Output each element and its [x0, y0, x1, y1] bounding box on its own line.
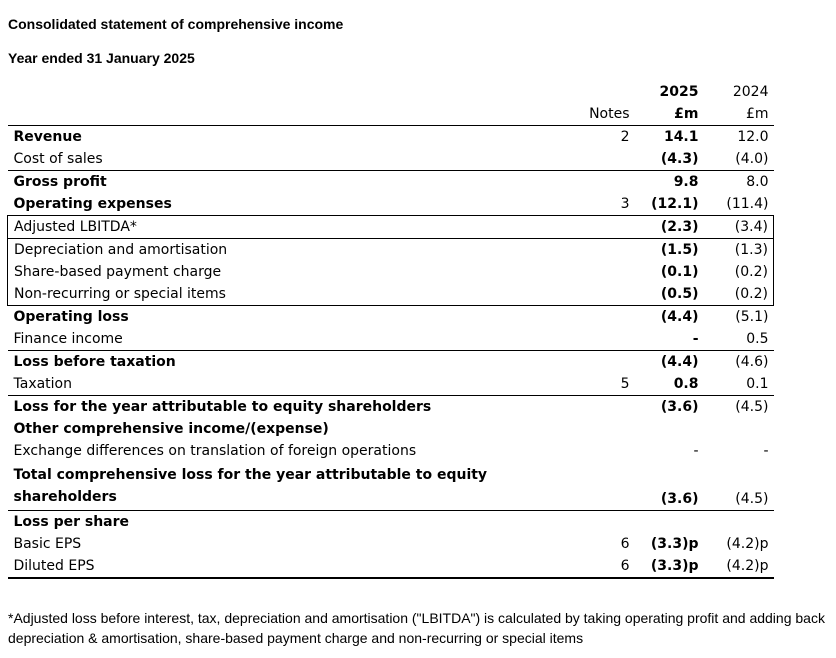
header-2025: 2025	[659, 84, 699, 100]
row-value-2025: (4.4)	[660, 354, 699, 370]
row-value-2024: 0.5	[707, 328, 774, 351]
header-row-years	[8, 81, 774, 103]
row-notes: 2	[620, 129, 630, 145]
row-value-2025: (3.3)p	[636, 555, 707, 578]
table-row	[8, 555, 774, 578]
row-label: Non-recurring or special items	[8, 283, 561, 306]
table-row	[8, 440, 774, 462]
row-label: Loss for the year attributable to equity shareholders	[13, 399, 432, 415]
table-row	[8, 171, 774, 194]
row-label: Depreciation and amortisation	[8, 239, 561, 262]
row-value-2025: (4.4)	[660, 309, 699, 325]
row-value-2024: 8.0	[746, 174, 769, 190]
income-statement-table	[7, 81, 774, 579]
row-value-2025: 14.1	[663, 129, 699, 145]
row-notes	[561, 328, 636, 351]
unit-2025: £m	[636, 103, 707, 126]
row-value-2024: (1.3)	[707, 239, 774, 262]
table-row	[8, 396, 774, 419]
row-value-2025: (12.1)	[651, 196, 699, 212]
row-notes	[561, 261, 636, 283]
row-value-2025: (4.3)	[636, 148, 707, 171]
row-value-2025	[636, 511, 707, 534]
row-label: Diluted EPS	[8, 555, 561, 578]
row-value-2024: (0.2)	[707, 261, 774, 283]
row-label: Adjusted LBITDA*	[8, 216, 561, 239]
row-value-2024: (4.2)p	[726, 536, 769, 552]
row-notes: 6	[620, 536, 630, 552]
row-label: Taxation	[8, 373, 561, 396]
row-value-2025: 0.8	[636, 373, 707, 396]
table-row	[8, 462, 774, 511]
row-value-2025: (3.6)	[660, 491, 699, 507]
table-row	[8, 418, 774, 440]
row-notes	[561, 283, 636, 306]
row-label: Loss per share	[8, 511, 561, 534]
row-value-2025: (2.3)	[636, 216, 707, 239]
header-row-units	[8, 103, 774, 126]
row-value-2024: (4.5)	[735, 491, 769, 507]
table-row	[8, 306, 774, 329]
row-notes: 6	[561, 555, 636, 578]
row-value-2024: (4.2)p	[707, 555, 774, 578]
row-value-2025: (3.3)p	[650, 536, 699, 552]
row-notes	[561, 216, 636, 239]
row-value-2025: (0.1)	[660, 264, 699, 280]
header-notes: Notes	[561, 103, 636, 126]
header-2024: 2024	[732, 84, 769, 100]
row-label: Operating expenses	[13, 196, 172, 212]
row-value-2024: (4.6)	[735, 354, 769, 370]
row-label: Total comprehensive loss for the year attributable to equity shareholders	[13, 467, 488, 505]
row-notes	[561, 306, 636, 329]
row-value-2024: (5.1)	[735, 309, 769, 325]
table-row	[8, 193, 774, 216]
row-notes	[561, 351, 636, 374]
row-value-2025: (3.6)	[660, 399, 699, 415]
table-row	[8, 283, 774, 306]
row-label: Other comprehensive income/(expense)	[13, 421, 329, 437]
unit-2024: £m	[707, 103, 774, 126]
row-value-2024	[707, 511, 774, 534]
table-row-adjusted-lbitda	[8, 216, 774, 239]
row-value-2024	[707, 418, 774, 440]
row-notes	[561, 171, 636, 194]
row-notes	[561, 239, 636, 262]
table-row	[8, 148, 774, 171]
row-label: Basic EPS	[13, 536, 82, 552]
row-value-2024: (0.2)	[707, 283, 774, 306]
row-label: Revenue	[13, 129, 82, 145]
table-row	[8, 239, 774, 262]
table-row	[8, 351, 774, 374]
row-label: Cost of sales	[8, 148, 561, 171]
row-value-2024: (11.4)	[726, 196, 769, 212]
row-value-2024: (4.5)	[735, 399, 769, 415]
row-notes	[561, 440, 636, 462]
row-value-2024: 12.0	[737, 129, 769, 145]
row-notes	[561, 396, 636, 419]
period-subtitle: Year ended 31 January 2025	[8, 50, 195, 66]
row-label: Share-based payment charge	[8, 261, 561, 283]
row-value-2025: (0.5)	[636, 283, 707, 306]
row-value-2024: (4.0)	[707, 148, 774, 171]
table-row	[8, 373, 774, 396]
row-label: Exchange differences on translation of foreign operations	[13, 443, 417, 459]
row-notes	[561, 418, 636, 440]
table-row	[8, 511, 774, 534]
table-row	[8, 261, 774, 283]
row-notes	[561, 511, 636, 534]
row-notes	[561, 462, 636, 511]
row-notes: 5	[561, 373, 636, 396]
row-label: Operating loss	[13, 309, 129, 325]
row-value-2025	[636, 418, 707, 440]
table-row	[8, 533, 774, 555]
table-row	[8, 126, 774, 149]
row-notes: 3	[620, 196, 630, 212]
row-label: Loss before taxation	[13, 354, 176, 370]
row-value-2025: -	[693, 443, 699, 459]
row-value-2024: 0.1	[707, 373, 774, 396]
row-label: Finance income	[8, 328, 561, 351]
row-notes	[561, 148, 636, 171]
page-title: Consolidated statement of comprehensive income	[8, 16, 344, 32]
lbitda-footnote: *Adjusted loss before interest, tax, depreciation and amortisation ("LBITDA") is calculated by taking operating profit and adding back depreciation & amortisation, share-based payment charge and non-recurring or special items	[8, 610, 825, 646]
row-value-2025: (1.5)	[660, 242, 699, 258]
row-value-2025: 9.8	[673, 174, 699, 190]
row-value-2024: -	[763, 443, 769, 459]
row-value-2024: (3.4)	[707, 216, 774, 239]
row-label: Gross profit	[13, 174, 107, 190]
table-row	[8, 328, 774, 351]
row-value-2025: -	[636, 328, 707, 351]
